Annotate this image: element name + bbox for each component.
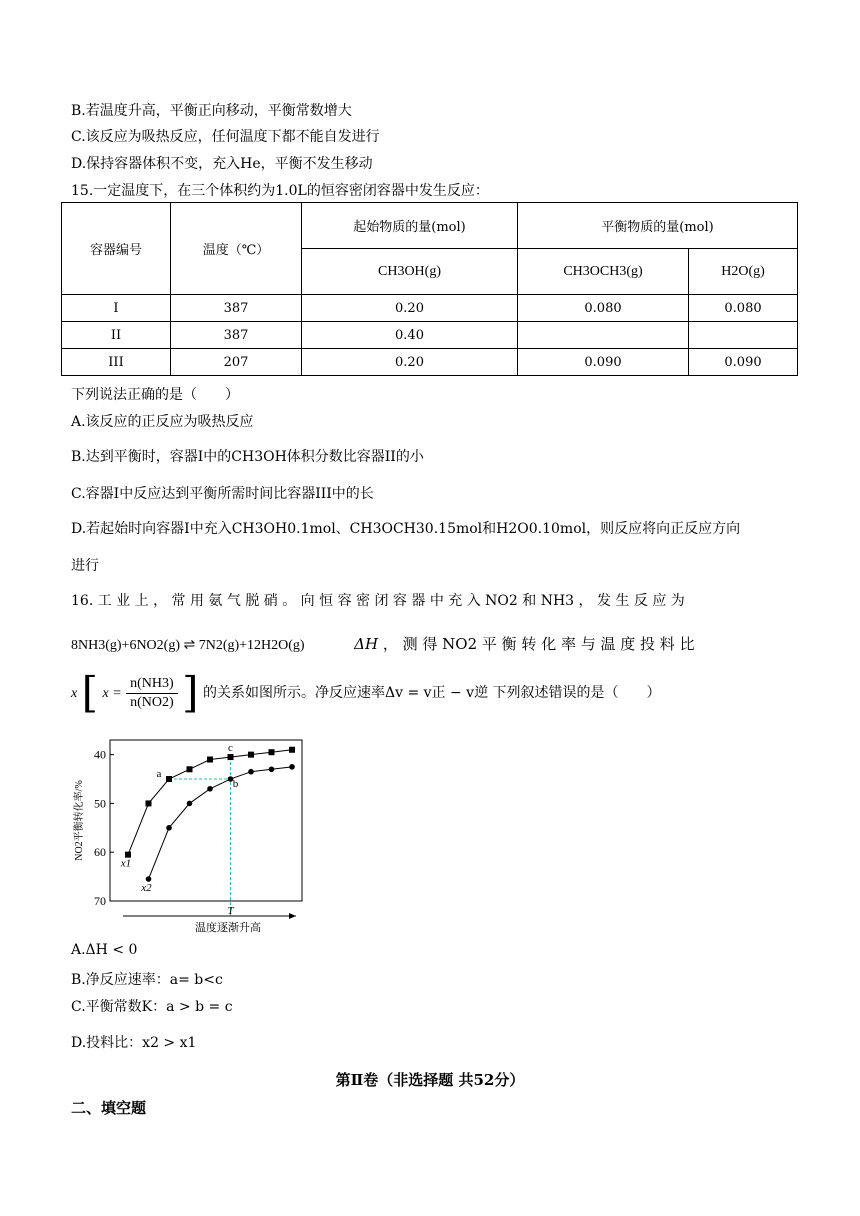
data-point-x2 [166, 825, 172, 831]
cell-h2o: 0.080 [689, 295, 798, 322]
y-axis-label: NO2平衡转化率/% [74, 780, 85, 861]
cell-id: I [62, 295, 171, 322]
data-point-x2 [289, 764, 295, 770]
q16-line2-tail: ， 测 得 NO2 平 衡 转 化 率 与 温 度 投 料 比 [382, 635, 695, 653]
q15-option-d: D.若起始时向容器I中充入CH3OH0.1mol、CH3OCH30.15mol和H2O0.10mol，则反应将向正反应方向 [71, 521, 741, 537]
option-d-14: D.保持容器体积不变，充入He，平衡不发生移动 [71, 156, 373, 172]
cell-h2o [689, 322, 798, 349]
q15-table [61, 202, 798, 376]
x-marker-label: T [227, 905, 234, 917]
series-line-x2 [149, 767, 293, 879]
q15-option-c: C.容器I中反应达到平衡所需时间比容器III中的长 [71, 486, 374, 502]
section-title: 第Ⅱ卷（非选择题 共52分） [335, 1071, 525, 1089]
sub-ch3oh: CH3OH(g) [302, 249, 518, 295]
cell-ch3oh: 0.20 [302, 349, 518, 376]
option-b-14: B.若温度升高，平衡正向移动，平衡常数增大 [71, 103, 352, 119]
data-point-x1 [248, 752, 254, 758]
data-point-x1 [146, 800, 152, 806]
cell-ch3och3 [518, 322, 689, 349]
header-start: 起始物质的量(mol) [302, 203, 518, 249]
bracket-right: ] [182, 668, 199, 717]
x-numerator: n(NH3) [126, 676, 178, 694]
q16-option-a: A.ΔH < 0 [71, 942, 138, 958]
data-point-x1 [166, 776, 172, 782]
data-point-x1 [207, 757, 213, 763]
delta-h: ΔH [354, 635, 379, 653]
table-row [62, 295, 798, 322]
option-c-14: C.该反应为吸热反应，任何温度下都不能自发进行 [71, 129, 380, 145]
table-row [62, 322, 798, 349]
plot-frame [110, 740, 302, 901]
q15-option-d-cont: 进行 [71, 558, 99, 574]
q16-option-d: D.投料比：x2 > x1 [71, 1035, 197, 1051]
data-point-x2 [269, 766, 275, 772]
point-label-b: b [232, 778, 239, 791]
point-label-c: c [228, 742, 233, 755]
cell-temp: 387 [171, 295, 302, 322]
x-axis-label: 温度逐渐升高 [195, 922, 261, 934]
q16-option-b: B.净反应速率：a= b<c [71, 972, 223, 988]
q15-option-a: A.该反应的正反应为吸热反应 [71, 414, 254, 430]
x-fraction [126, 676, 178, 711]
conversion-chart [68, 736, 308, 936]
data-point-x1 [187, 766, 193, 772]
data-point-x2 [146, 876, 152, 882]
cell-id: II [62, 322, 171, 349]
cell-ch3och3: 0.090 [518, 349, 689, 376]
sub-ch3och3: CH3OCH3(g) [518, 249, 689, 295]
series-label-x1: x1 [120, 857, 132, 870]
cell-id: III [62, 349, 171, 376]
y-tick-label: 40 [94, 747, 106, 762]
x-eq: x = [102, 686, 122, 701]
cell-ch3oh: 0.40 [302, 322, 518, 349]
data-point-x1 [269, 749, 275, 755]
y-tick-label: 60 [94, 845, 106, 860]
bracket-left: [ [81, 668, 99, 717]
header-container: 容器编号 [62, 203, 171, 295]
x-axis-arrowhead [289, 913, 296, 919]
sub-h2o: H2O(g) [689, 249, 798, 295]
y-tick-label: 50 [94, 796, 106, 811]
q16-line1: 16. 工 业 上 ， 常 用 氨 气 脱 硝 。 向 恒 容 密 闭 容 器 中 充 入 NO2 和 NH3 ， 发 生 反 应 为 [71, 593, 685, 609]
series-label-x2: x2 [141, 882, 152, 895]
cell-temp: 207 [171, 349, 302, 376]
q16-option-c: C.平衡常数K：a > b = c [71, 999, 233, 1015]
y-tick-label: 70 [94, 894, 106, 908]
cell-h2o: 0.090 [689, 349, 798, 376]
data-point-x2 [187, 801, 193, 807]
x-denominator: n(NO2) [130, 694, 174, 710]
q16-line3 [71, 668, 661, 717]
reaction-equation: 8NH3(g)+6NO2(g) ⇌ 7N2(g)+12H2O(g) [71, 638, 305, 653]
table-row [62, 349, 798, 376]
q15-ask: 下列说法正确的是（ ） [71, 387, 239, 403]
data-point-x1 [289, 747, 295, 753]
header-eq: 平衡物质的量(mol) [518, 203, 798, 249]
cell-ch3och3: 0.080 [518, 295, 689, 322]
data-point-x2 [248, 769, 254, 775]
header-temp: 温度（℃） [171, 203, 302, 295]
cell-ch3oh: 0.20 [302, 295, 518, 322]
point-label-a: a [156, 768, 162, 781]
q15-stem: 15.一定温度下，在三个体积约为1.0L的恒容密闭容器中发生反应： [71, 183, 489, 199]
section-heading: 二、填空题 [71, 1099, 147, 1117]
q16-line2 [71, 633, 695, 654]
data-point-x1 [228, 754, 234, 760]
q16-line3-tail: 的关系如图所示。净反应速率Δv = v正 − v逆 下列叙述错误的是（ ） [202, 685, 661, 701]
cell-temp: 387 [171, 322, 302, 349]
data-point-x2 [207, 786, 213, 792]
q15-option-b: B.达到平衡时，容器I中的CH3OH体积分数比容器II的小 [71, 449, 424, 465]
series-line-x1 [128, 750, 292, 855]
x-symbol: x [71, 686, 78, 701]
